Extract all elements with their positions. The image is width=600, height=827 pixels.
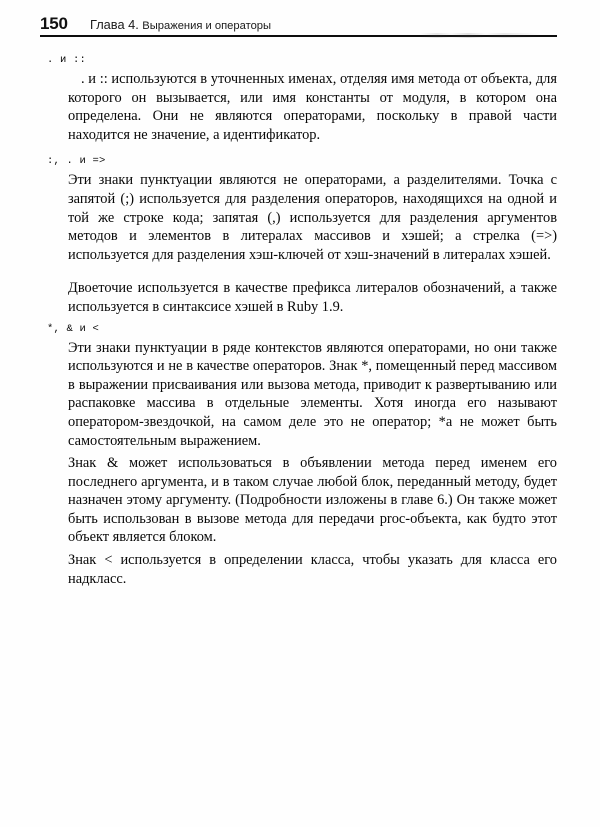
section-star-amp-lt xyxy=(40,321,557,589)
spacer xyxy=(40,144,557,153)
section-dot-coloncolon xyxy=(40,52,557,144)
chapter-name: Выражения и операторы xyxy=(142,20,272,32)
section-colon-comma-arrow xyxy=(40,153,557,316)
paragraph: . и :: используются в уточненных именах, отделяя имя метода от объекта, для которого он вызывается, или имя константы от модуля, в котором она определена. Они не являются операторами, поскольку в правой части находится не значение, а идентификатор. xyxy=(68,71,557,143)
section-heading: :, . и => xyxy=(47,155,106,168)
paragraph: Эти знаки пунктуации являются не операторами, а разделителями. Точка с запятой (;) используется для разделения операторов, находящихся на одной и той же строке кода; запятая (,) используется для разделения аргументов методов и элементов в литералах массивов и хэшей; а стрелка (=>) используется для разделения хэш-ключей от хэш-значений в литералах хэшей. xyxy=(68,172,557,263)
section-heading: . и :: xyxy=(47,54,87,66)
paragraph: Двоеточие используется в качестве префикса литералов обозначений, а также используется в синтаксисе хэшей в Ruby 1.9. xyxy=(68,280,557,315)
page-number: 150 xyxy=(40,14,68,33)
paragraph: Эти знаки пунктуации в ряде контекстов являются операторами, но они также используются и не в качестве операторов. Знак *, помещенный перед массивом в выражении присваивания или вызова метода, приводит к развертыванию или распаковке массива в отдельные элементы. Хотя иногда его называют оператором-звездочкой, на самом деле это не оператор; *a не может быть самостоятельным выражением. xyxy=(68,339,557,449)
paragraph: Знак < используется в определении класса, чтобы указать для класса его надкласс. xyxy=(68,552,557,587)
chapter-number: Глава 4. xyxy=(90,17,139,32)
scan-artifact xyxy=(420,33,540,38)
section-heading: *, & и < xyxy=(47,322,100,335)
paragraph: Знак & может использоваться в объявлении метода перед именем его последнего аргумента, и в таком случае любой блок, переданный методу, будет назначен этому аргументу. (Подробности изложены в главе 6.) Он также может быть использован в вызове метода для передачи proc-объекта, как будто этот объект является блоком. xyxy=(68,455,557,546)
body-content xyxy=(40,52,557,588)
spacer xyxy=(40,264,557,279)
chapter-title xyxy=(90,17,271,34)
